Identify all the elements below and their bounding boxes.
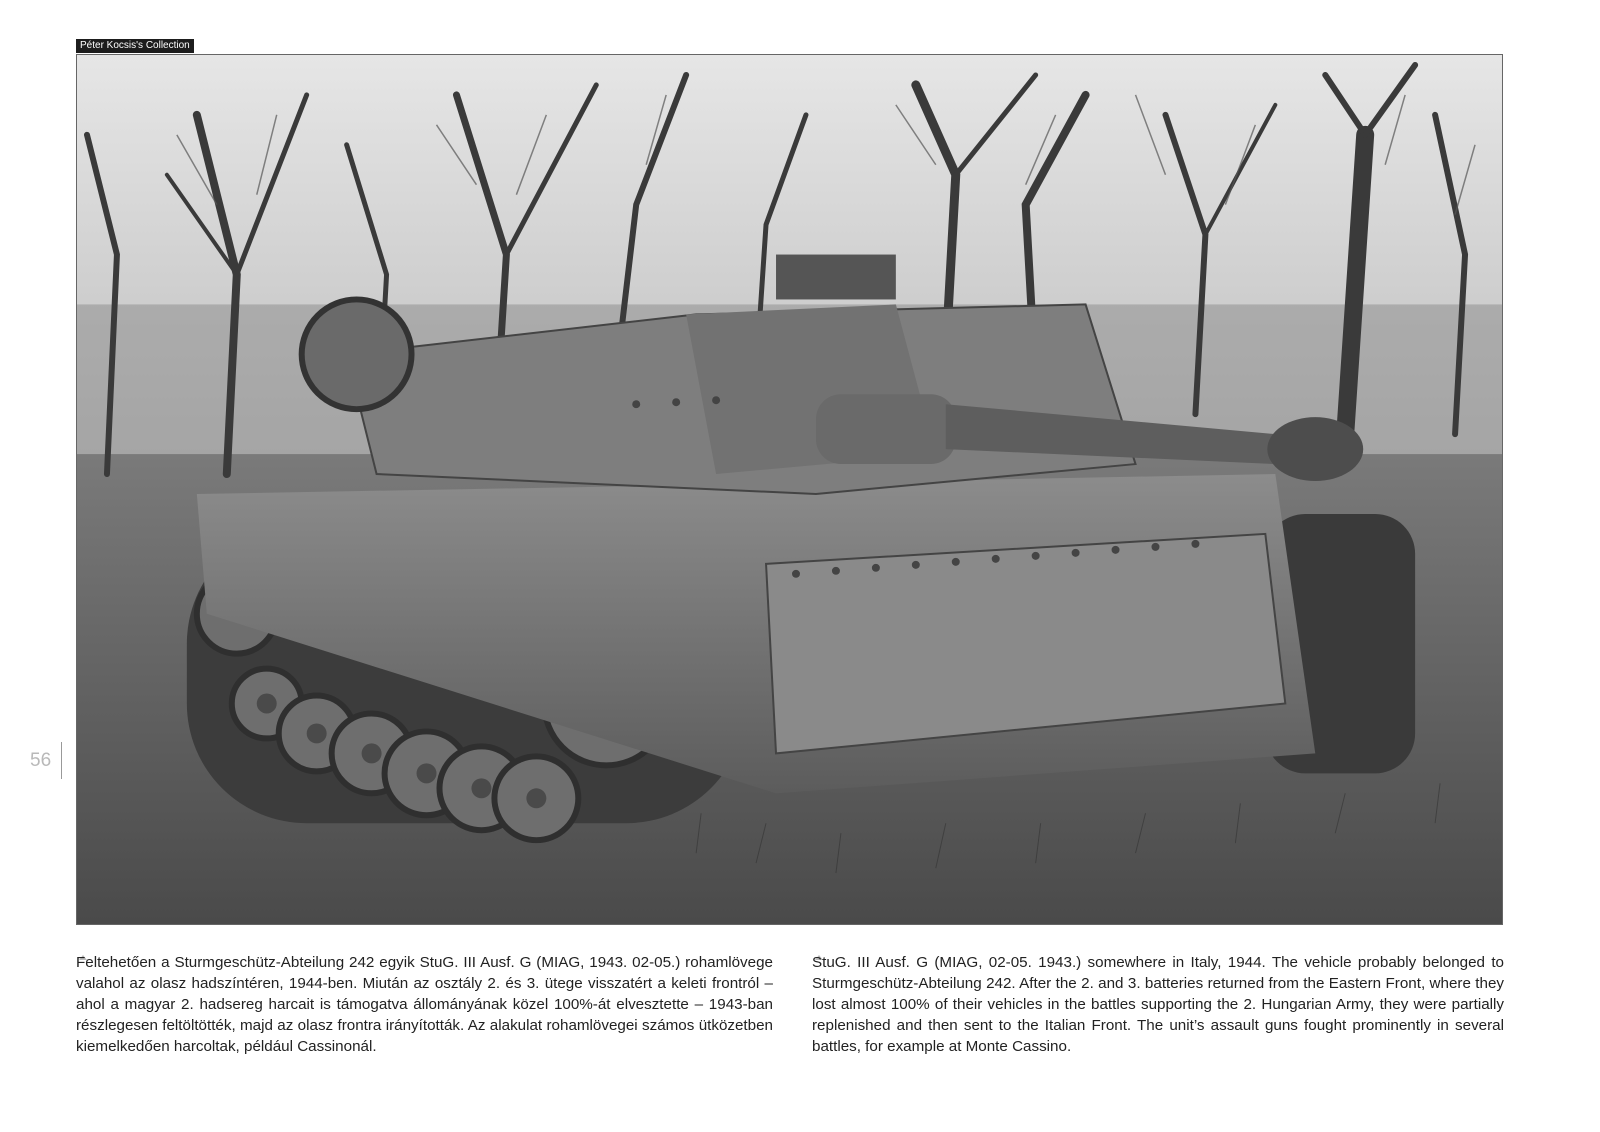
caption-hungarian-text: Feltehetően a Sturmgeschütz-Abteilung 242 egyik StuG. III Ausf. G (MIAG, 1943. 02-05.) rohamlövege valahol az olasz hadszíntéren, 1944-ben. Miután az osztály 2. és 3. ütege visszatért a keleti frontról – ahol a magyar 2. hadsereg harcait is támogatva állományának közel 100%-át elvesztette – 1943-ban részlegesen feltöltötték, majd az olasz frontra irányították. Az alakulat rohamlövegei számos ütközetben kiemelkedően harcoltak, például Cassinonál. — [76, 954, 773, 1055]
photo-credit: Péter Kocsis's Collection — [76, 39, 194, 53]
caption-english — [812, 952, 1504, 1057]
caption-hungarian — [76, 952, 773, 1057]
photograph — [76, 54, 1503, 925]
photograph-stug-iii-icon — [77, 55, 1502, 924]
page-number-divider — [61, 742, 62, 779]
page-number: 56 — [30, 750, 52, 771]
caption-english-text: StuG. III Ausf. G (MIAG, 02-05. 1943.) somewhere in Italy, 1944. The vehicle probably belonged to Sturmgeschütz-Abteilung 242. After the 2. and 3. batteries returned from the Eastern Front, where they lost almost 100% of their vehicles in the battles supporting the 2. Hungarian Army, they were partially replenished and then sent to the Italian Front. The unit’s assault guns fought prominently in several battles, for example at Monte Cassino. — [812, 954, 1504, 1055]
